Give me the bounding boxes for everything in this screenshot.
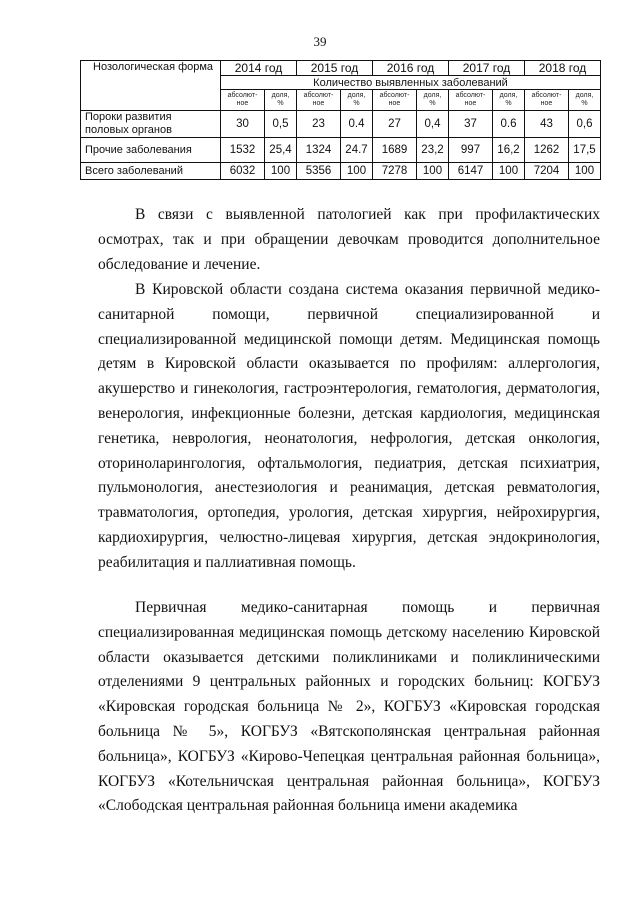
table-cell: 1262 <box>525 138 569 163</box>
paragraph-1: В связи с выявленной патологией как при профилактических осмотрах, так и при обращении девочкам проводится дополнительное обследование и лечение. <box>98 206 600 273</box>
table-cell: 27 <box>373 111 417 138</box>
disease-table <box>80 60 601 180</box>
table-cell: 23,2 <box>417 138 449 163</box>
page-number: 39 <box>313 34 327 49</box>
subheader-absolute: абсолют- ное <box>373 90 417 111</box>
table-cell: 0.6 <box>493 111 525 138</box>
table-cell: 7278 <box>373 163 417 180</box>
table-cell: 43 <box>525 111 569 138</box>
subheader-absolute: абсолют- ное <box>525 90 569 111</box>
table-cell: 25,4 <box>265 138 297 163</box>
table-cell: 1324 <box>297 138 341 163</box>
header-year-2017: 2017 год <box>449 61 525 76</box>
table-cell: 16,2 <box>493 138 525 163</box>
table-cell: 100 <box>265 163 297 180</box>
table-cell: 997 <box>449 138 493 163</box>
subheader-absolute: абсолют- ное <box>297 90 341 111</box>
table-cell: 0,5 <box>265 111 297 138</box>
table-row <box>81 163 601 180</box>
subheader-share: доля, % <box>417 90 449 111</box>
table-cell: 1689 <box>373 138 417 163</box>
subheader-share: доля, % <box>493 90 525 111</box>
table-cell: 6032 <box>221 163 265 180</box>
header-disease-count: Количество выявленных заболеваний <box>221 76 601 90</box>
row-name: Пороки развития половых органов <box>81 111 221 138</box>
table-cell: 0,4 <box>417 111 449 138</box>
table-cell: 100 <box>417 163 449 180</box>
table-cell: 37 <box>449 111 493 138</box>
subheader-absolute: абсолют- ное <box>449 90 493 111</box>
subheader-share: доля, % <box>569 90 601 111</box>
table-row <box>81 138 601 163</box>
table-cell: 0,6 <box>569 111 601 138</box>
table-cell: 23 <box>297 111 341 138</box>
subheader-share: доля, % <box>265 90 297 111</box>
table-cell: 100 <box>493 163 525 180</box>
paragraph-3: Первичная медико-санитарная помощь и первичная специализированная медицинская помощь детскому населению Кировской области оказывается детскими поликлиниками и поликлиническими отделениями 9 центральных районных и городских больниц: КОГБУЗ «Кировская городская больница № 2», КОГБУЗ «Кировская городская больница № 5», КОГБУЗ «Вятскополянская центральная районная больница», КОГБУЗ «Кирово-Чепецкая центральная районная больница», КОГБУЗ «Котельничская центральная районная больница», КОГБУЗ «Слободская центральная районная больница имени академика <box>98 599 600 815</box>
header-year-2016: 2016 год <box>373 61 449 76</box>
table-cell: 6147 <box>449 163 493 180</box>
table-cell: 100 <box>341 163 373 180</box>
paragraph-2: В Кировской области создана система оказания первичной медико-санитарной помощи, первичной специализированной и специализированной медицинской помощи детям. Медицинская помощь детям в Кировской области оказывается по профилям: аллергология, акушерство и гинекология, гастроэнтерология, гематология, дерматология, венерология, инфекционные болезни, детская кардиология, медицинская генетика, неврология, неонатология, нефрология, детская онкология, оториноларингология, офтальмология, педиатрия, детская психиатрия, пульмонология, анестезиология и реанимация, детская ревматология, травматология, ортопедия, урология, детская хирургия, нейрохирургия, кардиохирургия, челюстно-лицевая хирургия, детская эндокринология, реабилитация и паллиативная помощь. <box>98 281 600 571</box>
subheader-absolute: абсолют- ное <box>221 90 265 111</box>
table-cell: 24.7 <box>341 138 373 163</box>
table-row <box>81 111 601 138</box>
table-cell: 100 <box>569 163 601 180</box>
table-cell: 7204 <box>525 163 569 180</box>
header-year-2015: 2015 год <box>297 61 373 76</box>
row-name: Всего заболеваний <box>81 163 221 180</box>
table-cell: 5356 <box>297 163 341 180</box>
row-name: Прочие заболевания <box>81 138 221 163</box>
table-cell: 17,5 <box>569 138 601 163</box>
header-year-2014: 2014 год <box>221 61 297 76</box>
table-cell: 30 <box>221 111 265 138</box>
table-cell: 0.4 <box>341 111 373 138</box>
table-cell: 1532 <box>221 138 265 163</box>
header-nosological-form: Нозологическая форма <box>81 61 221 111</box>
header-year-2018: 2018 год <box>525 61 601 76</box>
subheader-share: доля, % <box>341 90 373 111</box>
